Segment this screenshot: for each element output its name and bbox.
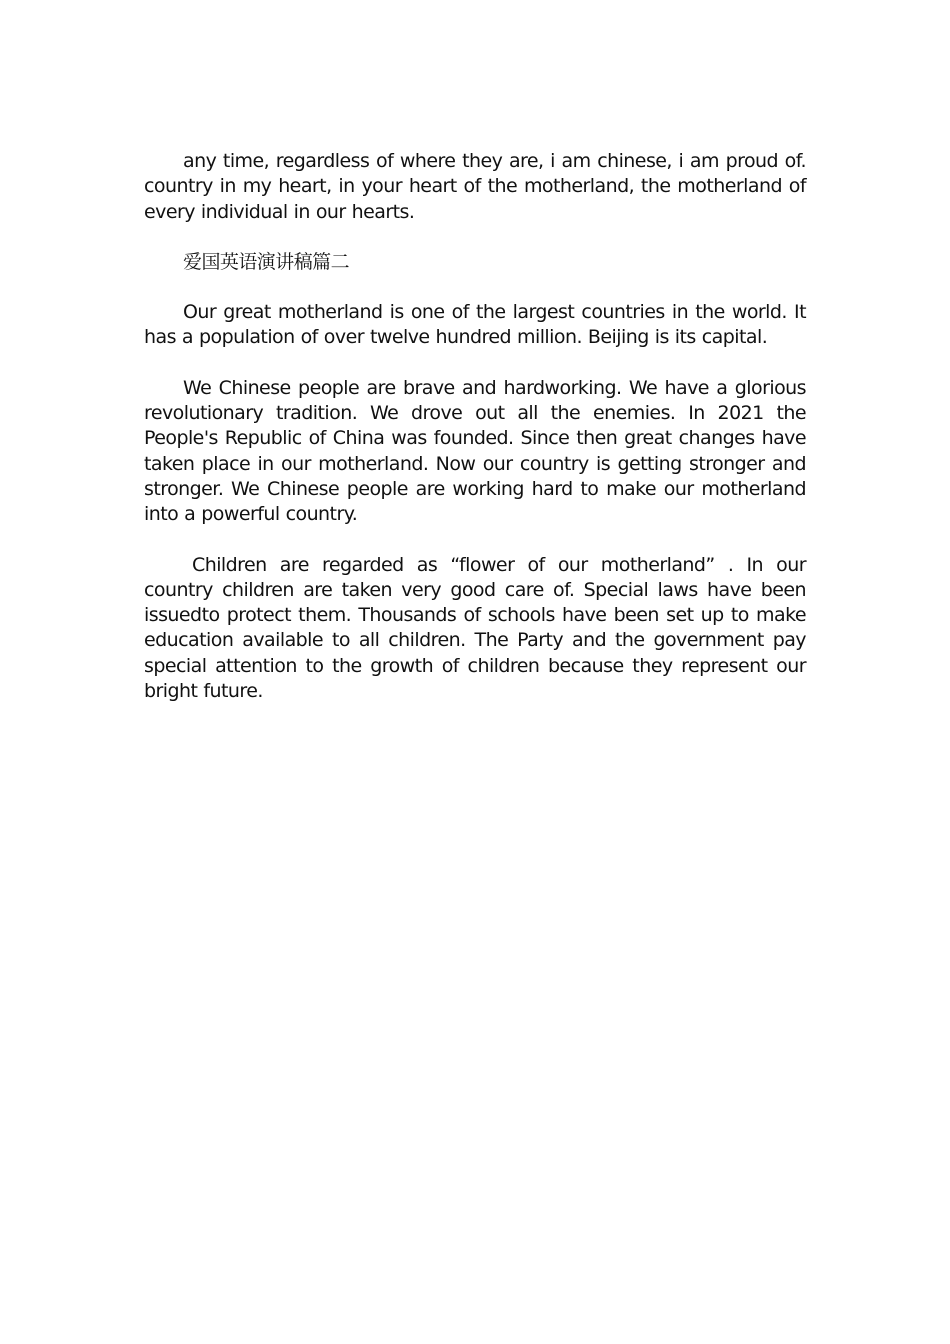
section-heading: 爱国英语演讲稿篇二 [183,250,350,273]
paragraph-closing: any time, regardless of where they are, i am chinese, i am proud of. country in my heart, in your heart of the motherland, the motherland of every individual in our hearts. [144,150,806,223]
paragraph-chinese-people: We Chinese people are brave and hardworking. We have a glorious revolutionary tradition. We drove out all the enemies. In 2021 the People's Republic of China was founded. Since then great changes have taken place in our motherland. Now our country is getting stronger and stronger. We Chinese people are working hard to make our motherland into a powerful country. [144,376,806,526]
document-body [144,149,806,729]
paragraph-children: Children are regarded as “flower of our motherland” . In our country children are taken very good care of. Special laws have been issuedto protect them. Thousands of schools have been set up to make education available to all children. The Party and the government pay special attention to the growth of children because they represent our bright future. [144,553,806,703]
paragraph-motherland: Our great motherland is one of the largest countries in the world. It has a population of over twelve hundred million. Beijing is its capital. [144,301,806,349]
